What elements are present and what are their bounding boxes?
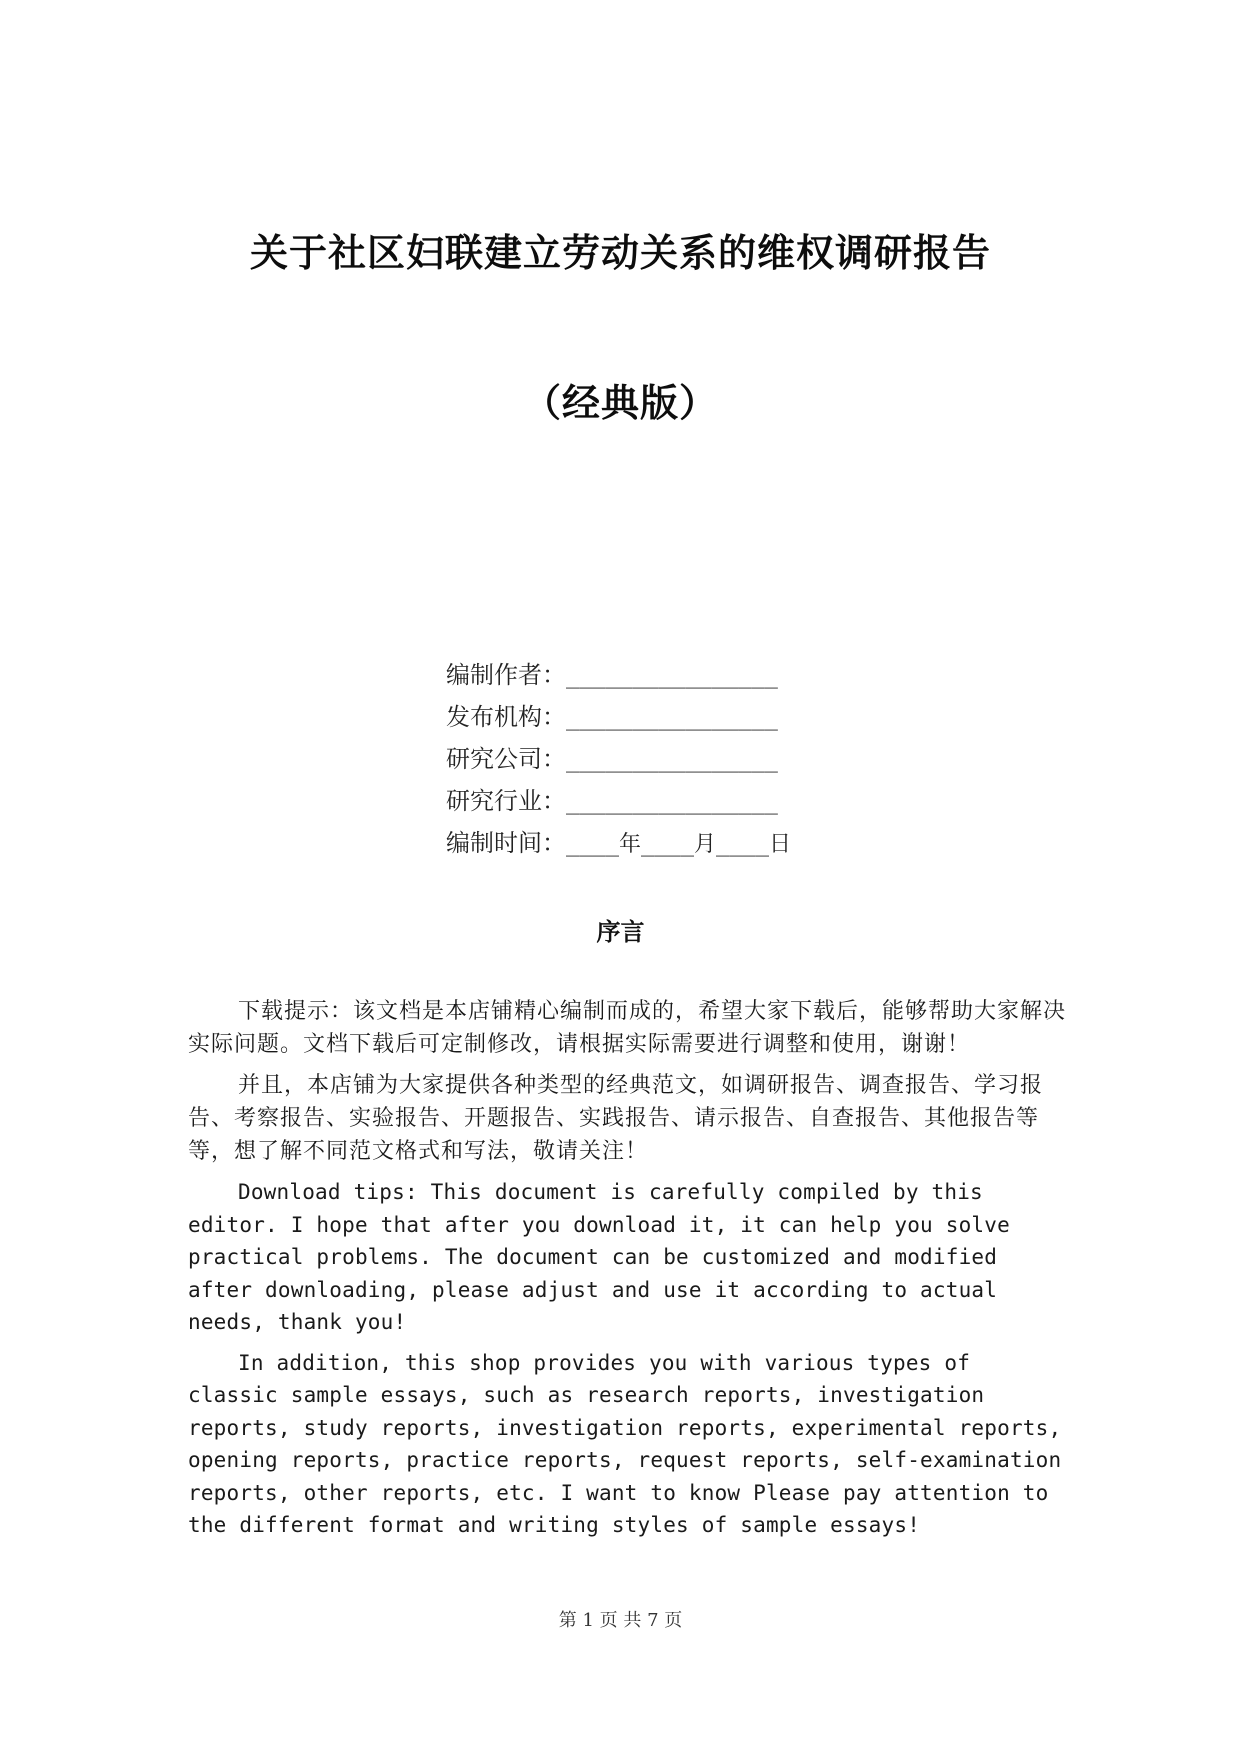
meta-label: 编制作者： [446, 661, 566, 689]
meta-value: ____年____月____日 [566, 832, 791, 857]
preface-heading: 序言 [596, 917, 645, 946]
meta-row-industry [446, 780, 791, 822]
metadata-block [446, 654, 791, 864]
meta-value: ________________ [566, 790, 778, 815]
meta-label: 研究公司： [446, 745, 566, 773]
meta-value: ________________ [566, 664, 778, 689]
preface-paragraph: Download tips: This document is carefully compiled by this editor. I hope that after you download it, it can help you solve practical problems. The document can be customized and modified after downloading, please adjust and use it according to actual needs, thank you! [188, 1180, 1010, 1334]
preface-paragraph: In addition, this shop provides you with various types of classic sample essays, such as research reports, investigation reports, study reports, investigation reports, experimental reports, opening reports, practice reports, request reports, self-examination reports, other reports, etc. I want to know Please pay attention to the different format and writing styles of sample essays! [188, 1350, 1062, 1537]
page-number-footer: 第 1 页 共 7 页 [558, 1610, 683, 1631]
meta-row-author [446, 654, 791, 696]
meta-row-publisher [446, 696, 791, 738]
preface-body [188, 995, 1068, 1550]
document-title: 关于社区妇联建立劳动关系的维权调研报告 [249, 230, 991, 275]
meta-label: 编制时间： [446, 829, 566, 857]
meta-value: ________________ [566, 706, 778, 731]
meta-row-date [446, 822, 791, 864]
preface-paragraph: 下载提示：该文档是本店铺精心编制而成的，希望大家下载后，能够帮助大家解决实际问题。文档下载后可定制修改，请根据实际需要进行调整和使用，谢谢！ [188, 999, 1067, 1057]
meta-label: 发布机构： [446, 703, 566, 731]
meta-row-company [446, 738, 791, 780]
meta-value: ________________ [566, 748, 778, 773]
preface-paragraph: 并且，本店铺为大家提供各种类型的经典范文，如调研报告、调查报告、学习报告、考察报告、实验报告、开题报告、实践报告、请示报告、自查报告、其他报告等等，想了解不同范文格式和写法，敬请关注！ [188, 1073, 1044, 1164]
document-subtitle: （经典版） [522, 380, 718, 425]
meta-label: 研究行业： [446, 787, 566, 815]
